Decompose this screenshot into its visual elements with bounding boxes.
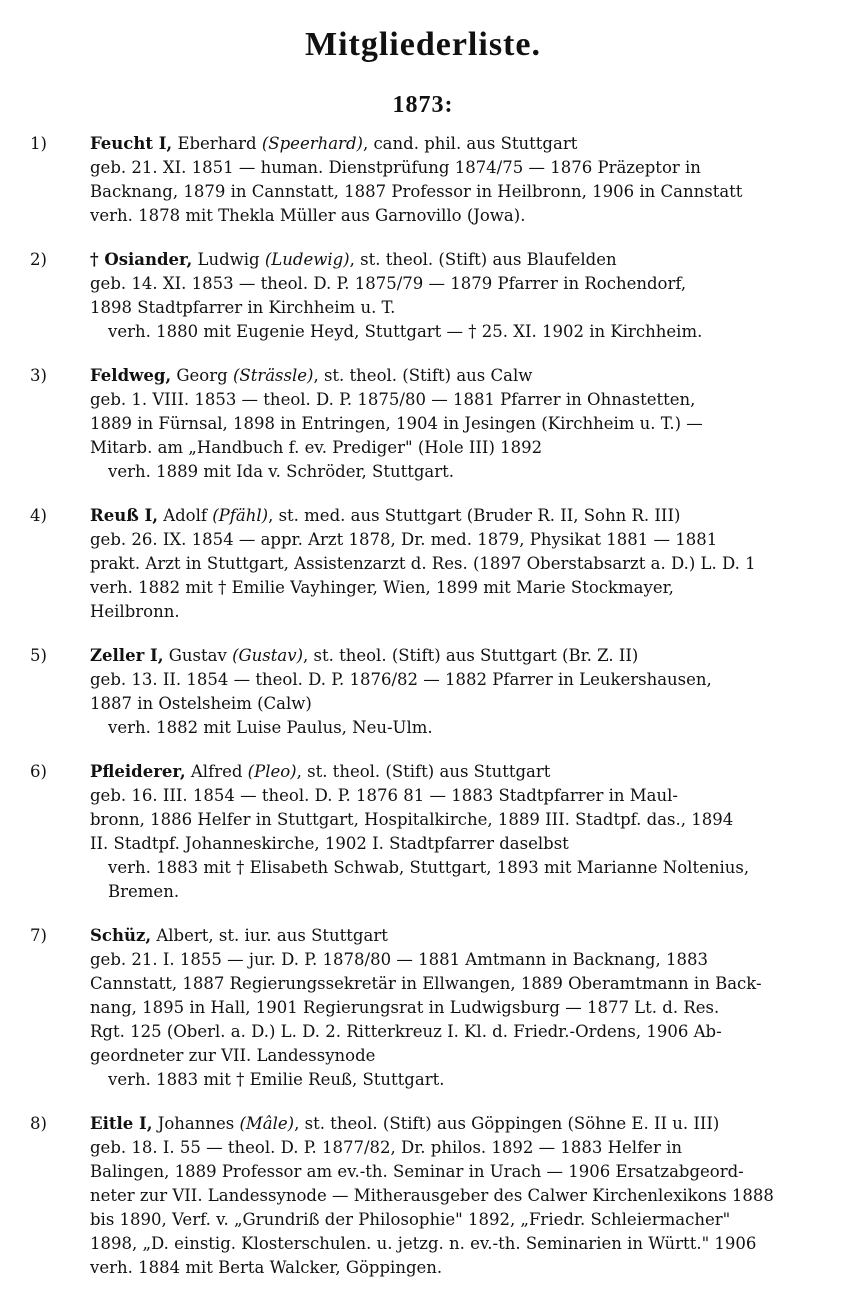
entry-heading xyxy=(30,364,810,388)
entry-heading xyxy=(30,760,810,784)
entry-line: Backnang, 1879 in Cannstatt, 1887 Professor in Heilbronn, 1906 in Cannstatt xyxy=(90,182,743,201)
entry-number: 7) xyxy=(30,926,47,945)
entry-line: geb. 14. XI. 1853 — theol. D. P. 1875/79 — 1879 Pfarrer in Rochendorf, xyxy=(90,274,687,293)
marriage-line: verh. 1883 mit † Emilie Reuß, Stuttgart. xyxy=(108,1070,445,1089)
member-firstname: Alfred xyxy=(190,762,243,781)
member-surname: Feucht I, xyxy=(90,134,173,153)
member-origin: , st. med. aus Stuttgart (Bruder R. II, Sohn R. III) xyxy=(268,506,681,525)
member-origin: , st. theol. (Stift) aus Stuttgart (Br. Z. II) xyxy=(303,646,639,665)
entry-heading xyxy=(30,248,810,272)
entry-line: 1898, „D. einstig. Klosterschulen. u. jetzg. n. ev.-th. Seminarien in Württ." 1906 xyxy=(90,1234,757,1253)
entry-line: II. Stadtpf. Johanneskirche, 1902 I. Stadtpfarrer daselbst xyxy=(90,834,569,853)
member-origin: , st. theol. (Stift) aus Blaufelden xyxy=(349,250,617,269)
marriage-line: verh. 1882 mit Luise Paulus, Neu-Ulm. xyxy=(108,718,433,737)
marriage-line: Bremen. xyxy=(108,882,180,901)
entry-line: geordneter zur VII. Landessynode xyxy=(90,1046,376,1065)
entry-number: 4) xyxy=(30,506,47,525)
entry-line: bis 1890, Verf. v. „Grundriß der Philosophie" 1892, „Friedr. Schleiermacher" xyxy=(90,1210,731,1229)
entry-number: 5) xyxy=(30,646,47,665)
entry-line: verh. 1884 mit Berta Walcker, Göppingen. xyxy=(90,1258,443,1277)
entry-line: geb. 26. IX. 1854 — appr. Arzt 1878, Dr. med. 1879, Physikat 1881 — 1881 xyxy=(90,530,718,549)
entry-line: 1887 in Ostelsheim (Calw) xyxy=(90,694,312,713)
member-nickname: (Ludewig) xyxy=(264,250,350,269)
member-nickname: (Pfähl) xyxy=(212,506,269,525)
member-origin: , st. theol. (Stift) aus Calw xyxy=(313,366,533,385)
year-heading: 1873: xyxy=(392,92,454,118)
member-firstname: Georg xyxy=(176,366,228,385)
entry-line: nang, 1895 in Hall, 1901 Regierungsrat in Ludwigsburg — 1877 Lt. d. Res. xyxy=(90,998,720,1017)
marriage-line: verh. 1883 mit † Elisabeth Schwab, Stuttgart, 1893 mit Marianne Noltenius, xyxy=(108,858,750,877)
member-surname: Pfleiderer, xyxy=(90,762,186,781)
entry-line: geb. 16. III. 1854 — theol. D. P. 1876 81 — 1883 Stadtpfarrer in Maul- xyxy=(90,786,678,805)
member-entry-1 xyxy=(30,132,810,228)
member-entry-8 xyxy=(30,1112,810,1280)
entry-number: 6) xyxy=(30,762,47,781)
member-entry-4 xyxy=(30,504,810,624)
member-origin: , cand. phil. aus Stuttgart xyxy=(362,134,578,153)
entry-line: geb. 21. I. 1855 — jur. D. P. 1878/80 — 1881 Amtmann in Backnang, 1883 xyxy=(90,950,708,969)
entry-line: Rgt. 125 (Oberl. a. D.) L. D. 2. Ritterkreuz I. Kl. d. Friedr.-Ordens, 1906 Ab- xyxy=(90,1022,722,1041)
entry-line: geb. 21. XI. 1851 — human. Dienstprüfung 1874/75 — 1876 Präzeptor in xyxy=(90,158,701,177)
page-title: Mitgliederliste. xyxy=(305,26,541,63)
entry-line: Heilbronn. xyxy=(90,602,180,621)
entry-number: 8) xyxy=(30,1114,47,1133)
entry-line: prakt. Arzt in Stuttgart, Assistenzarzt d. Res. (1897 Oberstabsarzt a. D.) L. D. 1 xyxy=(90,554,756,573)
member-firstname: Adolf xyxy=(163,506,207,525)
member-firstname: Johannes xyxy=(157,1114,235,1133)
member-nickname: (Gustav) xyxy=(232,646,304,665)
member-entry-5 xyxy=(30,644,810,740)
member-firstname: Ludwig xyxy=(197,250,260,269)
entry-line: Balingen, 1889 Professor am ev.-th. Seminar in Urach — 1906 Ersatzabgeord- xyxy=(90,1162,744,1181)
entry-line: Mitarb. am „Handbuch f. ev. Prediger" (Hole III) 1892 xyxy=(90,438,543,457)
member-entry-3 xyxy=(30,364,810,484)
member-nickname: (Speerhard) xyxy=(261,134,363,153)
member-surname: Zeller I, xyxy=(90,646,164,665)
entry-heading xyxy=(30,504,810,528)
member-nickname: (Pleo) xyxy=(247,762,297,781)
entry-number: 2) xyxy=(30,250,47,269)
member-nickname: (Strässle) xyxy=(232,366,314,385)
entry-heading xyxy=(30,924,810,948)
member-surname: Feldweg, xyxy=(90,366,172,385)
member-firstname: Gustav xyxy=(168,646,227,665)
member-origin: , st. iur. aus Stuttgart xyxy=(208,926,388,945)
entry-line: 1889 in Fürnsal, 1898 in Entringen, 1904 in Jesingen (Kirchheim u. T.) — xyxy=(90,414,703,433)
entry-line: geb. 18. I. 55 — theol. D. P. 1877/82, Dr. philos. 1892 — 1883 Helfer in xyxy=(90,1138,682,1157)
member-firstname: Eberhard xyxy=(177,134,257,153)
entry-line: geb. 1. VIII. 1853 — theol. D. P. 1875/80 — 1881 Pfarrer in Ohnastetten, xyxy=(90,390,696,409)
entry-line: verh. 1882 mit † Emilie Vayhinger, Wien, 1899 mit Marie Stockmayer, xyxy=(90,578,674,597)
member-surname: Reuß I, xyxy=(90,506,158,525)
member-surname: † Osiander, xyxy=(90,250,193,269)
entry-line: neter zur VII. Landessynode — Mitherausgeber des Calwer Kirchenlexikons 1888 xyxy=(90,1186,774,1205)
marriage-line: verh. 1889 mit Ida v. Schröder, Stuttgart. xyxy=(108,462,455,481)
entry-line: 1898 Stadtpfarrer in Kirchheim u. T. xyxy=(90,298,396,317)
entry-heading xyxy=(30,132,810,156)
member-origin: , st. theol. (Stift) aus Göppingen (Söhne E. II u. III) xyxy=(294,1114,720,1133)
entry-heading xyxy=(30,644,810,668)
entry-heading xyxy=(30,1112,810,1136)
entry-line: verh. 1878 mit Thekla Müller aus Garnovillo (Jowa). xyxy=(90,206,526,225)
entry-line: geb. 13. II. 1854 — theol. D. P. 1876/82 — 1882 Pfarrer in Leukershausen, xyxy=(90,670,712,689)
member-firstname: Albert xyxy=(156,926,209,945)
member-surname: Schüz, xyxy=(90,926,152,945)
member-nickname: (Mâle) xyxy=(239,1114,295,1133)
entry-line: bronn, 1886 Helfer in Stuttgart, Hospitalkirche, 1889 III. Stadtpf. das., 1894 xyxy=(90,810,734,829)
member-surname: Eitle I, xyxy=(90,1114,153,1133)
member-entry-7 xyxy=(30,924,810,1092)
entry-line: Cannstatt, 1887 Regierungssekretär in Ellwangen, 1889 Oberamtmann in Back- xyxy=(90,974,762,993)
member-entry-2 xyxy=(30,248,810,344)
member-origin: , st. theol. (Stift) aus Stuttgart xyxy=(296,762,551,781)
marriage-line: verh. 1880 mit Eugenie Heyd, Stuttgart — † 25. XI. 1902 in Kirchheim. xyxy=(108,322,703,341)
entry-number: 3) xyxy=(30,366,47,385)
member-list xyxy=(30,132,810,1300)
entry-number: 1) xyxy=(30,134,47,153)
member-entry-6 xyxy=(30,760,810,904)
